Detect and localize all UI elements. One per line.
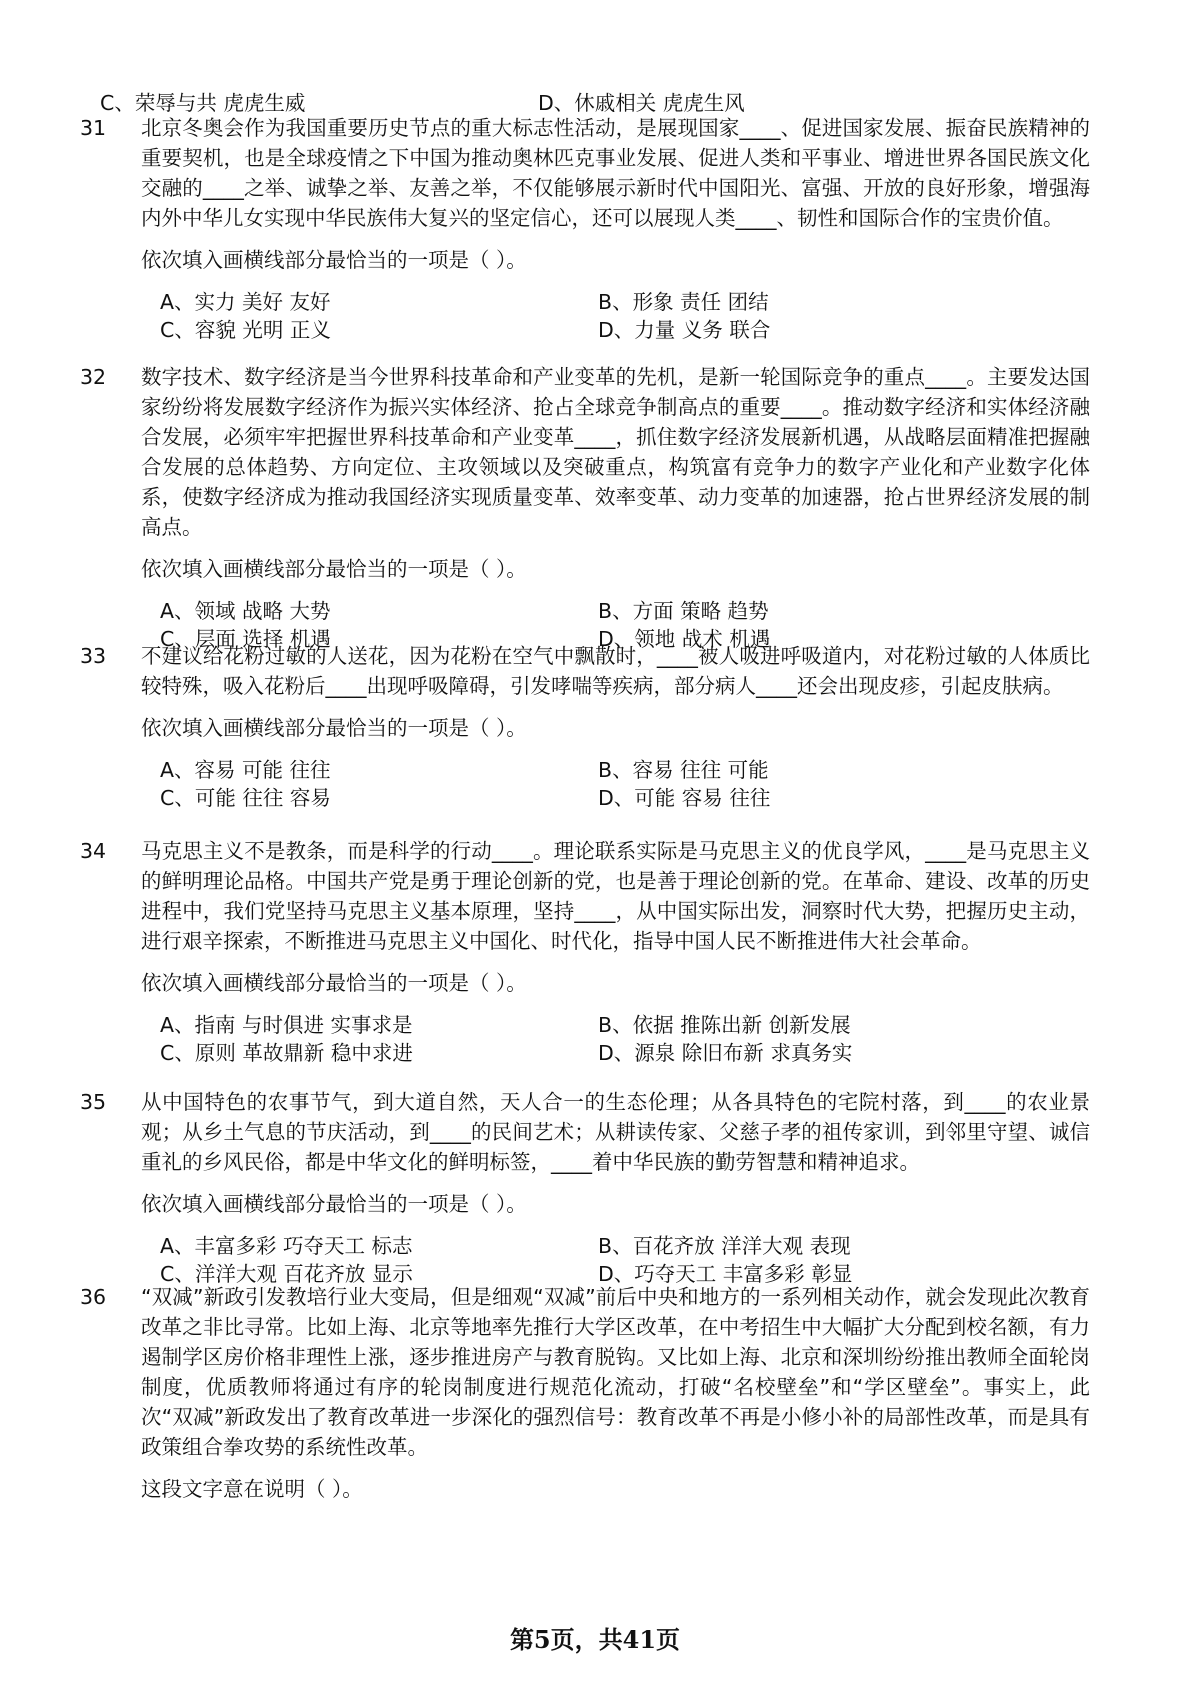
question-text: 数字技术、数字经济是当今世界科技革命和产业变革的先机，是新一轮国际竞争的重点____。主要发达国家纷纷将发展数字经济作为振兴实体经济、抢占全球竞争制高点的重要____。推动数字经济和实体经济融合发展，必须牢牢把握世界科技革命和产业变革____，抓住数字经济发展新机遇，从战略层面精准把握融合发展的总体趋势、方向定位、主攻领域以及突破重点，构筑富有竞争力的数字产业化和产业数字化体系，使数字经济成为推动我国经济实现质量变革、效率变革、动力变革的加速器，抢占世界经济发展的制高点。 [141, 365, 1090, 539]
question-prompt: 依次填入画横线部分最恰当的一项是（ ）。 [141, 1192, 527, 1216]
question-34 [80, 836, 1090, 1070]
question-36 [80, 1282, 1090, 1504]
option-c: C、荣辱与共 虎虎生威 [100, 91, 306, 115]
question-prompt: 依次填入画横线部分最恰当的一项是（ ）。 [141, 248, 527, 272]
question-text: 北京冬奥会作为我国重要历史节点的重大标志性活动，是展现国家____、促进国家发展、振奋民族精神的重要契机，也是全球疫情之下中国为推动奥林匹克事业发展、促进人类和平事业、增进世界各国民族文化交融的____之举、诚挚之举、友善之举，不仅能够展示新时代中国阳光、富强、开放的良好形象，增强海内外中华儿女实现中华民族伟大复兴的坚定信心，还可以展现人类____、韧性和国际合作的宝贵价值。 [141, 116, 1090, 230]
option-d: D、力量 义务 联合 [598, 318, 771, 342]
question-text: 马克思主义不是教条，而是科学的行动____。理论联系实际是马克思主义的优良学风，____是马克思主义的鲜明理论品格。中国共产党是勇于理论创新的党，也是善于理论创新的党。在革命、建设、改革的历史进程中，我们党坚持马克思主义基本原理，坚持____，从中国实际出发，洞察时代大势，把握历史主动，进行艰辛探索，不断推进马克思主义中国化、时代化，指导中国人民不断推进伟大社会革命。 [141, 839, 1090, 953]
option-d: D、源泉 除旧布新 求真务实 [598, 1041, 853, 1065]
question-prompt: 依次填入画横线部分最恰当的一项是（ ）。 [141, 557, 527, 581]
page-number: 第5页，共41页 [509, 1625, 681, 1654]
option-b: B、百花齐放 洋洋大观 表现 [598, 1234, 851, 1258]
question-33 [80, 641, 1090, 815]
option-b: B、形象 责任 团结 [598, 290, 769, 314]
option-b: B、方面 策略 趋势 [598, 599, 769, 623]
question-number: 35 [80, 1090, 107, 1114]
question-prompt: 依次填入画横线部分最恰当的一项是（ ）。 [141, 716, 527, 740]
option-d: D、巧夺天工 丰富多彩 彰显 [598, 1262, 853, 1286]
option-c: C、层面 选择 机遇 [160, 627, 331, 651]
question-number: 32 [80, 365, 107, 389]
option-a: A、指南 与时俱进 实事求是 [160, 1013, 413, 1037]
question-options [160, 287, 1090, 347]
question-number: 31 [80, 116, 107, 140]
option-c: C、原则 革故鼎新 稳中求进 [160, 1041, 413, 1065]
question-32 [80, 362, 1090, 656]
question-prompt: 依次填入画横线部分最恰当的一项是（ ）。 [141, 971, 527, 995]
question-31 [80, 113, 1090, 347]
option-a: A、丰富多彩 巧夺天工 标志 [160, 1234, 413, 1258]
question-number: 36 [80, 1285, 107, 1309]
option-c: C、容貌 光明 正义 [160, 318, 331, 342]
question-options [160, 1010, 1090, 1070]
question-options [160, 755, 1090, 815]
question-text: “双减”新政引发教培行业大变局，但是细观“双减”前后中央和地方的一系列相关动作，就会发现此次教育改革之非比寻常。比如上海、北京等地率先推行大学区改革，在中考招生中大幅扩大分配到校名额，有力遏制学区房价格非理性上涨，逐步推进房产与教育脱钩。又比如上海、北京和深圳纷纷推出教师全面轮岗制度，优质教师将通过有序的轮岗制度进行规范化流动，打破“名校壁垒”和“学区壁垒”。事实上，此次“双减”新政发出了教育改革进一步深化的强烈信号：教育改革不再是小修小补的局部性改革，而是具有政策组合拳攻势的系统性改革。 [141, 1285, 1090, 1459]
option-a: A、容易 可能 往往 [160, 758, 331, 782]
option-b: B、容易 往往 可能 [598, 758, 769, 782]
question-text: 不建议给花粉过敏的人送花，因为花粉在空气中飘散时，____被人吸进呼吸道内，对花粉过敏的人体质比较特殊，吸入花粉后____出现呼吸障碍，引发哮喘等疾病，部分病人____还会出现皮疹，引起皮肤病。 [141, 644, 1090, 698]
option-d: D、可能 容易 往往 [598, 786, 771, 810]
option-b: B、依据 推陈出新 创新发展 [598, 1013, 851, 1037]
option-a: A、实力 美好 友好 [160, 290, 331, 314]
question-prompt: 这段文字意在说明（ ）。 [141, 1477, 363, 1501]
question-number: 34 [80, 839, 107, 863]
question-number: 33 [80, 644, 107, 668]
question-35 [80, 1087, 1090, 1291]
question-text: 从中国特色的农事节气，到大道自然，天人合一的生态伦理；从各具特色的宅院村落，到____的农业景观；从乡土气息的节庆活动，到____的民间艺术；从耕读传家、父慈子孝的祖传家训，到邻里守望、诚信重礼的乡风民俗，都是中华文化的鲜明标签，____着中华民族的勤劳智慧和精神追求。 [141, 1090, 1090, 1174]
option-a: A、领域 战略 大势 [160, 599, 331, 623]
option-c: C、可能 往往 容易 [160, 786, 331, 810]
option-d: D、领地 战术 机遇 [598, 627, 771, 651]
option-d: D、休戚相关 虎虎生风 [538, 91, 745, 115]
option-c: C、洋洋大观 百花齐放 显示 [160, 1262, 413, 1286]
